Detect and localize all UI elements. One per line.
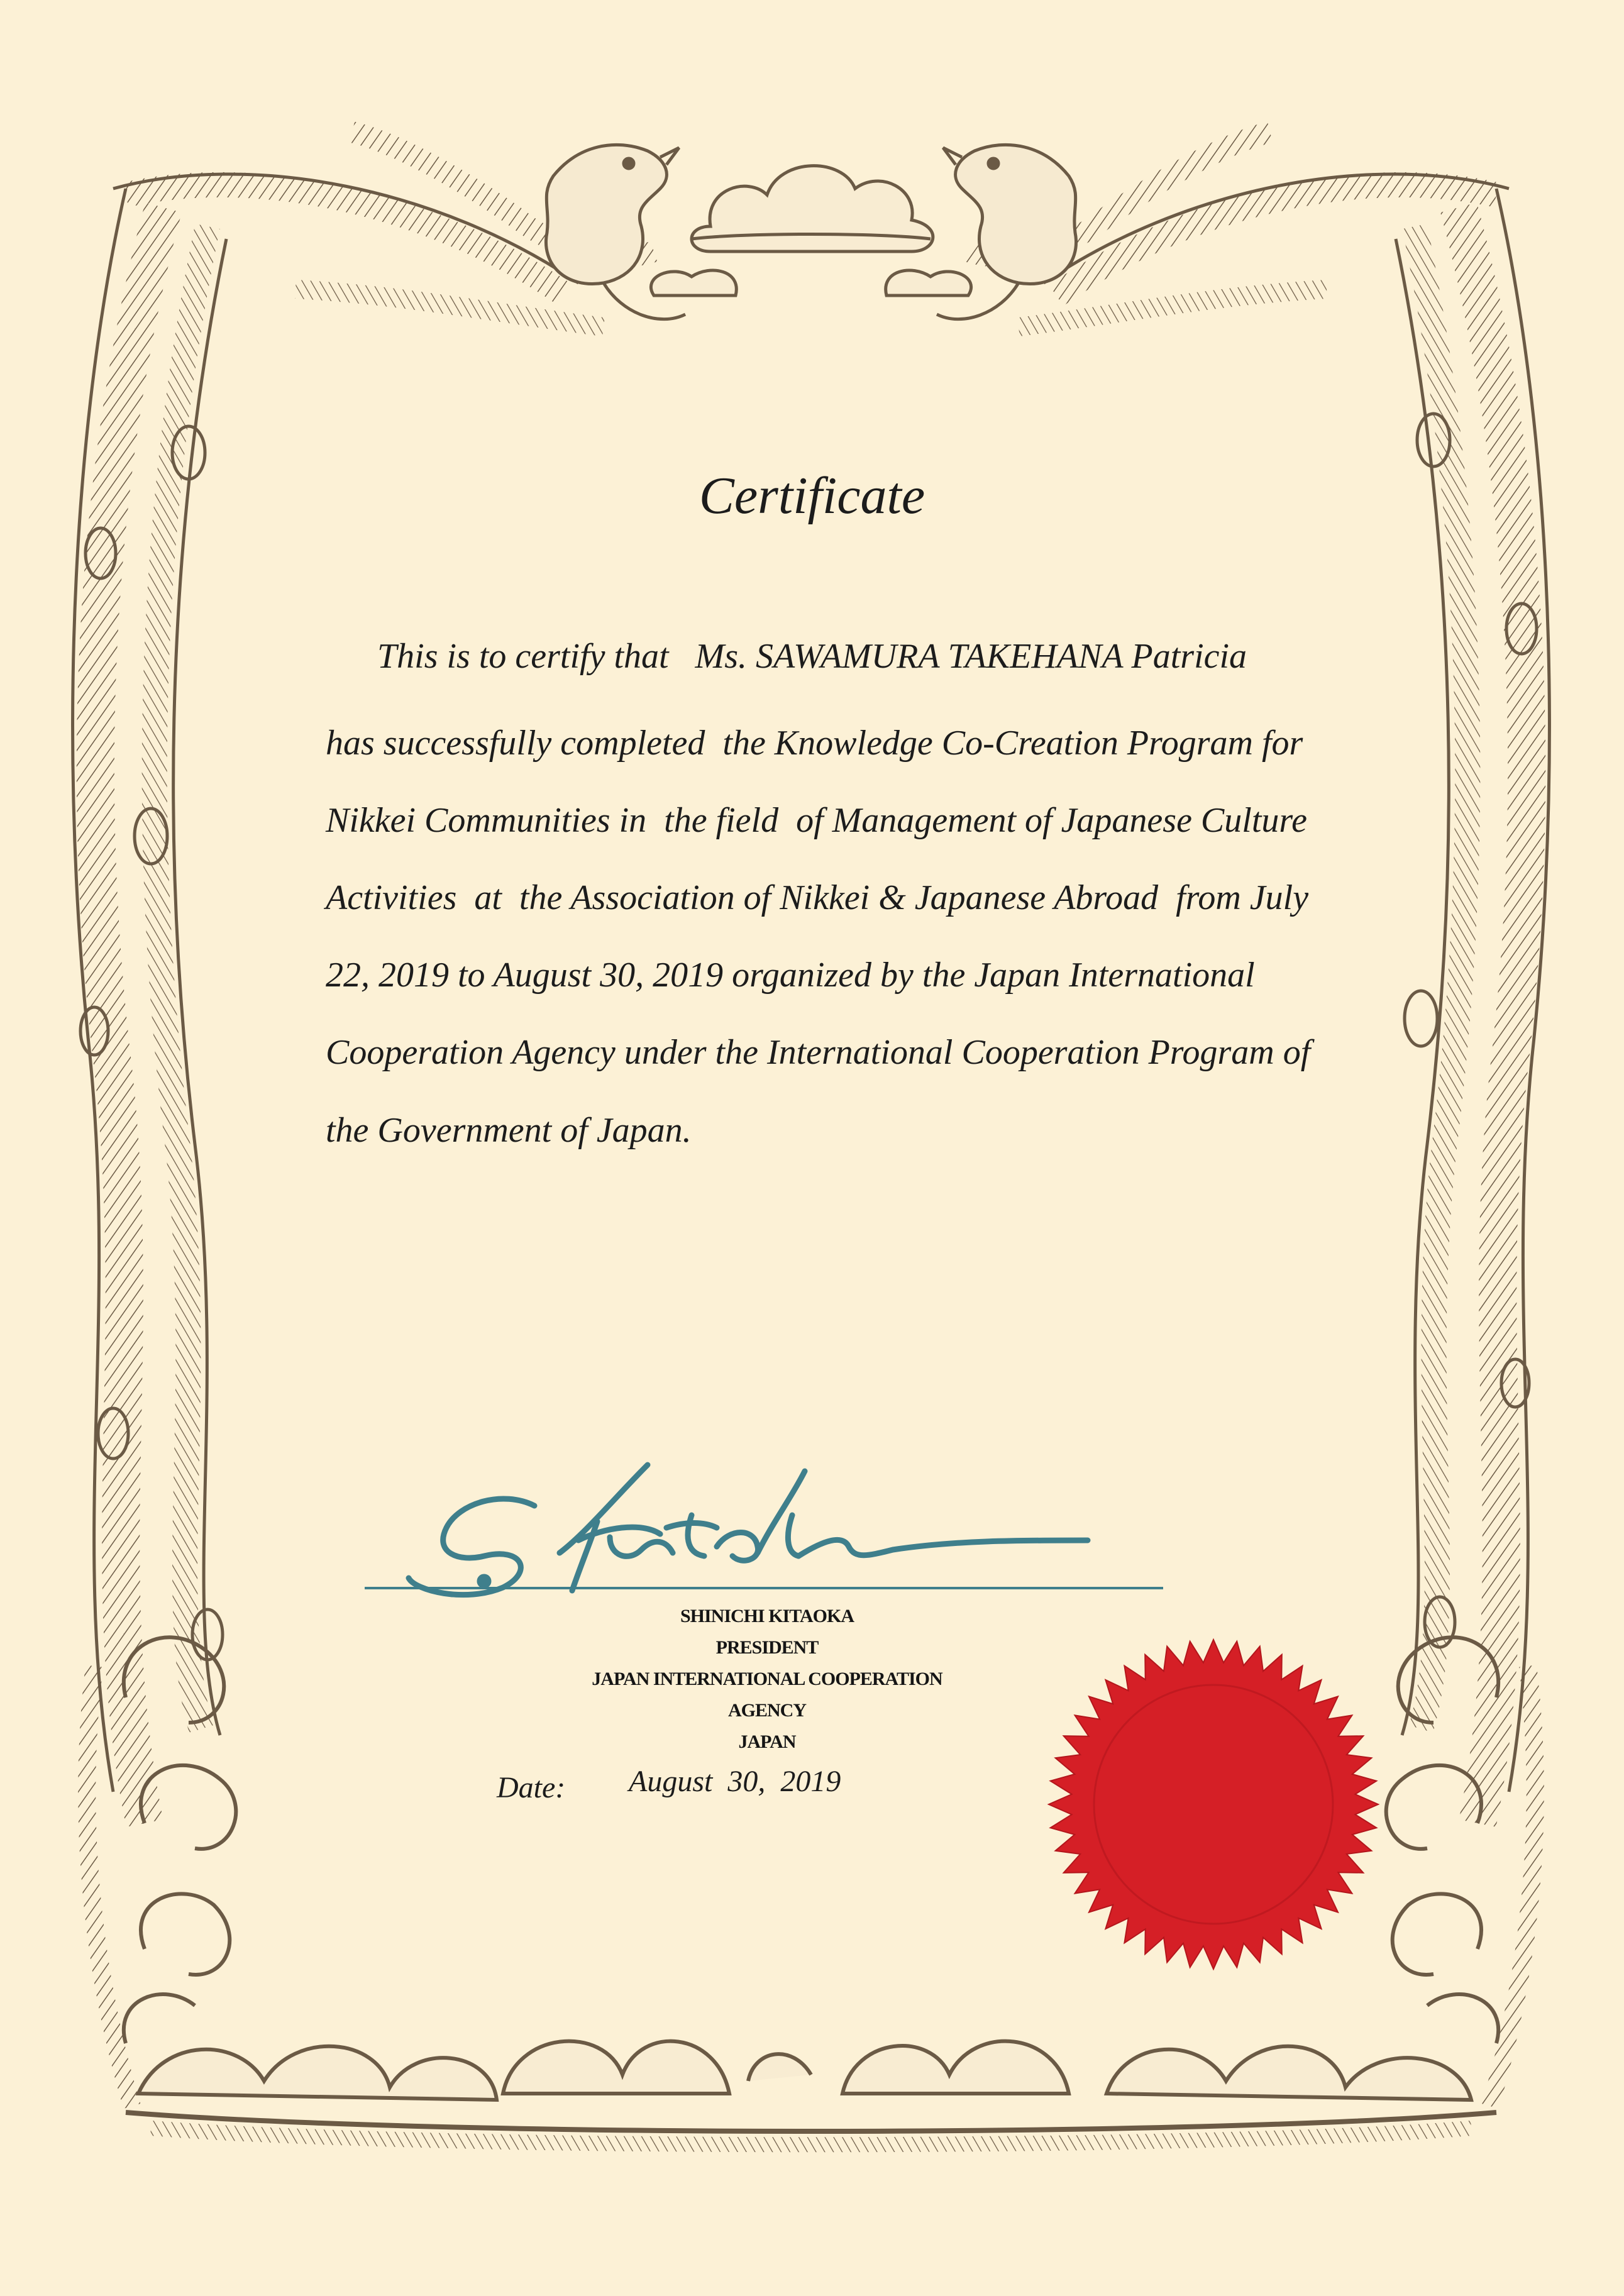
signature-line bbox=[365, 1587, 1163, 1589]
bottom-wave-clouds bbox=[126, 2041, 1496, 2145]
body-line-2: has successfully completed the Knowledge Co-Creation Program for bbox=[326, 724, 1303, 763]
body-line-7: the Government of Japan. bbox=[326, 1111, 692, 1150]
body-line-6: Cooperation Agency under the International Cooperation Program of bbox=[326, 1033, 1311, 1072]
body-line-4: Activities at the Association of Nikkei & Japanese Abroad from July bbox=[326, 878, 1309, 917]
red-seal-icon bbox=[1044, 1635, 1383, 1974]
top-cloud bbox=[651, 166, 971, 295]
signatory-country: JAPAN bbox=[738, 1731, 796, 1752]
date-label: Date: bbox=[497, 1771, 566, 1804]
right-feather-column bbox=[1396, 189, 1549, 1823]
body-line-1: This is to certify that Ms. SAWAMURA TAKEHANA Patricia bbox=[377, 637, 1247, 676]
signatory-organization-line2: AGENCY bbox=[727, 1700, 806, 1721]
signatory-organization-line1: JAPAN INTERNATIONAL COOPERATION bbox=[592, 1669, 942, 1689]
signatory-position: PRESIDENT bbox=[715, 1637, 819, 1658]
handwritten-signature bbox=[390, 1446, 1144, 1609]
body-line-5: 22, 2019 to August 30, 2019 organized by the Japan International bbox=[326, 956, 1255, 995]
date-value: August 30, 2019 bbox=[629, 1765, 841, 1798]
left-feather-column bbox=[73, 189, 226, 1823]
signatory-name: SHINICHI KITAOKA bbox=[680, 1606, 854, 1626]
body-line-3: Nikkei Communities in the field of Management of Japanese Culture bbox=[326, 801, 1307, 840]
certificate-title: Certificate bbox=[699, 466, 925, 525]
